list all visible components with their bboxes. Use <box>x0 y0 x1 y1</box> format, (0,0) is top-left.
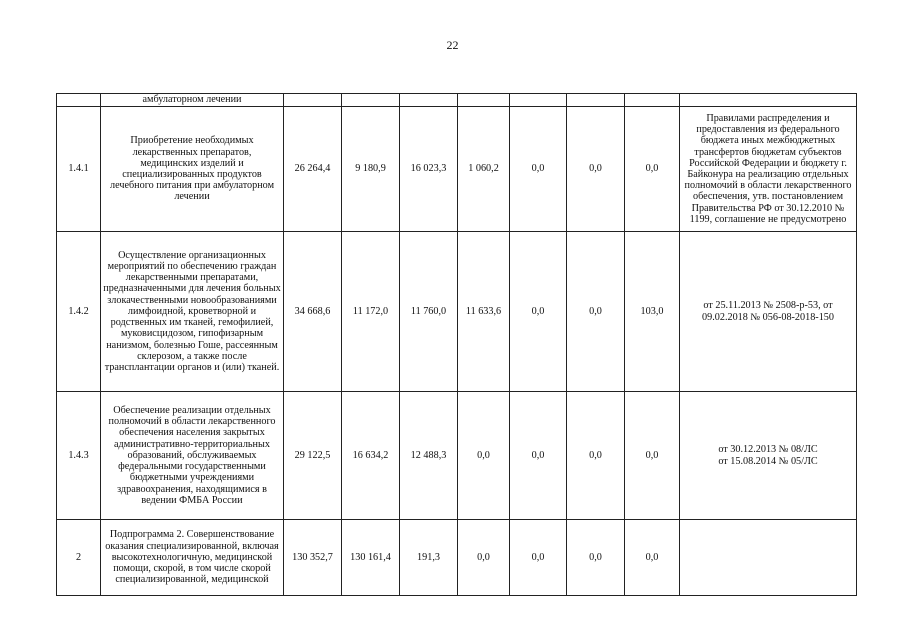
value-cell <box>625 94 680 107</box>
row-number: 1.4.2 <box>57 232 101 392</box>
value-cell: 130 352,7 <box>284 520 342 596</box>
row-number: 1.4.3 <box>57 392 101 520</box>
value-cell: 11 172,0 <box>342 232 400 392</box>
basis-cell: от 25.11.2013 № 2508-р-53, от 09.02.2018 № 056-08-2018-150 <box>680 232 857 392</box>
row-name: Осуществление организационных мероприятий по обеспечению граждан лекарственными препаратами, предназначенными для лечения больных злокачественными новообразованиями лимфоидной, кроветворной и родственных им тканей, гемофилией, муковисцидозом, гипофизарным нанизмом, болезнью Гоше, рассеянным склерозом, а также после трансплантации органов и (или) тканей. <box>101 232 284 392</box>
value-cell: 0,0 <box>510 232 567 392</box>
value-cell: 0,0 <box>567 232 625 392</box>
row-number <box>57 94 101 107</box>
value-cell: 191,3 <box>400 520 458 596</box>
value-cell: 26 264,4 <box>284 107 342 232</box>
value-cell: 0,0 <box>625 107 680 232</box>
table-row <box>57 520 857 596</box>
value-cell: 29 122,5 <box>284 392 342 520</box>
value-cell: 16 634,2 <box>342 392 400 520</box>
value-cell: 0,0 <box>458 520 510 596</box>
value-cell: 11 633,6 <box>458 232 510 392</box>
value-cell: 0,0 <box>510 107 567 232</box>
table-row <box>57 94 857 107</box>
value-cell <box>510 94 567 107</box>
table-row <box>57 232 857 392</box>
value-cell: 0,0 <box>567 520 625 596</box>
budget-table <box>56 93 857 596</box>
value-cell: 0,0 <box>625 520 680 596</box>
value-cell: 34 668,6 <box>284 232 342 392</box>
value-cell <box>342 94 400 107</box>
value-cell: 11 760,0 <box>400 232 458 392</box>
value-cell <box>458 94 510 107</box>
value-cell: 130 161,4 <box>342 520 400 596</box>
value-cell <box>284 94 342 107</box>
value-cell: 103,0 <box>625 232 680 392</box>
basis-cell: Правилами распределения и предоставления из федерального бюджета иных межбюджетных трансфертов бюджетам субъектов Российской Федерации и бюджету г. Байконура на реализацию отдельных полномочий в области лекарственного обеспечения, утв. постановлением Правительства РФ от 30.12.2010 № 1199, соглашение не предусмотрено <box>680 107 857 232</box>
value-cell <box>400 94 458 107</box>
page-number: 22 <box>446 38 459 52</box>
value-cell: 9 180,9 <box>342 107 400 232</box>
basis-cell: от 30.12.2013 № 08/ЛС от 15.08.2014 № 05/ЛС <box>680 392 857 520</box>
value-cell: 0,0 <box>510 392 567 520</box>
table-row <box>57 392 857 520</box>
row-name: амбулаторном лечении <box>101 94 284 107</box>
basis-cell <box>680 94 857 107</box>
value-cell <box>567 94 625 107</box>
value-cell: 0,0 <box>625 392 680 520</box>
row-number: 2 <box>57 520 101 596</box>
value-cell: 16 023,3 <box>400 107 458 232</box>
value-cell: 0,0 <box>567 392 625 520</box>
row-name: Приобретение необходимых лекарственных препаратов, медицинских изделий и специализированных продуктов лечебного питания при амбулаторном лечении <box>101 107 284 232</box>
value-cell: 0,0 <box>510 520 567 596</box>
row-name: Обеспечение реализации отдельных полномочий в области лекарственного обеспечения населения закрытых административно-территориальных образований, обслуживаемых федеральными государственными бюджетными учреждениями здравоохранения, находящимися в ведении ФМБА России <box>101 392 284 520</box>
row-name: Подпрограмма 2. Совершенствование оказания специализированной, включая высокотехнологичную, медицинской помощи, скорой, в том числе скорой специализированной, медицинской <box>101 520 284 596</box>
value-cell: 0,0 <box>458 392 510 520</box>
value-cell: 0,0 <box>567 107 625 232</box>
basis-cell <box>680 520 857 596</box>
table-row <box>57 107 857 232</box>
row-number: 1.4.1 <box>57 107 101 232</box>
value-cell: 1 060,2 <box>458 107 510 232</box>
value-cell: 12 488,3 <box>400 392 458 520</box>
